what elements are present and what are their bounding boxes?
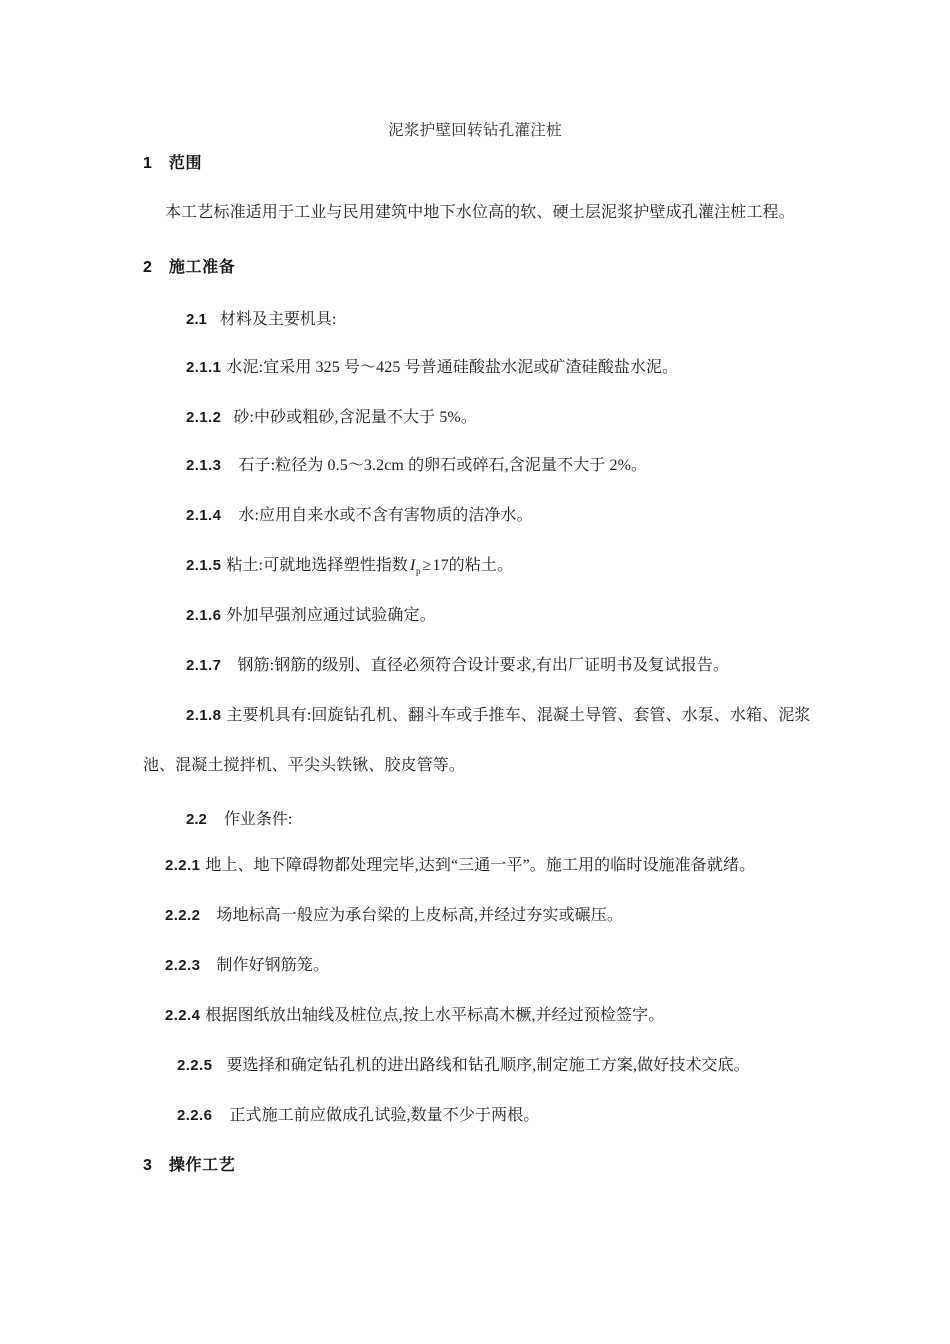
- variable-subscript: p: [415, 566, 421, 577]
- subsection-heading-2-1: [186, 306, 336, 329]
- item-2-1-7: [186, 652, 729, 675]
- section-title-3: 操作工艺: [168, 1157, 236, 1174]
- item-text-2-1-6: 外加早强剂应通过试验确定。: [226, 607, 436, 624]
- subsection-number-2-2: 2.2: [186, 811, 207, 828]
- page-title: 泥浆护壁回转钻孔灌注桩: [388, 122, 562, 139]
- item-text-2-2-5: 要选择和确定钻孔机的进出路线和钻孔顺序,制定施工方案,做好技术交底。: [226, 1057, 750, 1074]
- item-number-2-2-3: 2.2.3: [165, 957, 201, 974]
- item-number-2-1-3: 2.1.3: [186, 457, 222, 474]
- item-2-1-6: [186, 602, 436, 625]
- section-title-1: 范围: [168, 155, 203, 172]
- item-text-2-2-3: 制作好钢筋笼。: [216, 957, 330, 974]
- item-number-2-1-2: 2.1.2: [186, 409, 222, 426]
- item-text-2-2-1: 地上、地下障碍物都处理完毕,达到“三通一平”。施工用的临时设施准备就绪。: [205, 857, 756, 874]
- section-heading-1: [143, 150, 202, 173]
- item-2-1-3: [186, 452, 647, 475]
- item-2-1-5: [186, 552, 513, 576]
- item-text-2-1-5-suffix: 的粘土。: [448, 557, 514, 574]
- variable-letter: I: [410, 557, 416, 574]
- item-text-2-1-2: 砂:中砂或粗砂,含泥量不大于 5%。: [233, 409, 477, 426]
- item-number-2-1-4: 2.1.4: [186, 507, 222, 524]
- subsection-heading-2-2: [186, 806, 292, 829]
- item-number-2-2-2: 2.2.2: [165, 907, 201, 924]
- section-number-3: 3: [143, 1157, 152, 1174]
- subsection-title-2-2: 作业条件:: [223, 811, 293, 828]
- relation-value: 17: [432, 557, 449, 574]
- item-2-2-5: [177, 1052, 750, 1075]
- item-2-1-4: [186, 502, 533, 525]
- item-number-2-2-5: 2.2.5: [177, 1057, 213, 1074]
- item-text-2-1-1: 水泥:宜采用 325 号～425 号普通硅酸盐水泥或矿渣硅酸盐水泥。: [226, 359, 679, 376]
- section-number-2: 2: [143, 259, 152, 276]
- item-2-1-8-continuation: 池、混凝土搅拌机、平尖头铁锹、胶皮管等。: [143, 757, 466, 774]
- plasticity-index-symbol: [408, 557, 422, 577]
- item-2-2-6: [177, 1102, 539, 1125]
- item-text-2-1-4: 水:应用自来水或不含有害物质的洁净水。: [238, 507, 533, 524]
- item-2-2-1: [165, 852, 755, 875]
- item-number-2-1-1: 2.1.1: [186, 359, 222, 376]
- item-text-2-1-7: 钢筋:钢筋的级别、直径必须符合设计要求,有出厂证明书及复试报告。: [237, 657, 730, 674]
- item-2-2-2: [165, 902, 623, 925]
- section-heading-3: [143, 1152, 235, 1175]
- item-number-2-2-1: 2.2.1: [165, 857, 201, 874]
- item-2-1-8: [186, 702, 811, 725]
- item-number-2-1-6: 2.1.6: [186, 607, 222, 624]
- subsection-title-2-1: 材料及主要机具:: [219, 311, 337, 328]
- item-number-2-2-4: 2.2.4: [165, 1007, 201, 1024]
- item-text-2-2-6: 正式施工前应做成孔试验,数量不少于两根。: [229, 1107, 540, 1124]
- section-heading-2: [143, 254, 235, 277]
- item-text-2-2-2: 场地标高一般应为承台梁的上皮标高,并经过夯实或碾压。: [216, 907, 623, 924]
- item-number-2-1-7: 2.1.7: [186, 657, 222, 674]
- item-2-2-4: [165, 1002, 664, 1025]
- item-number-2-2-6: 2.2.6: [177, 1107, 213, 1124]
- item-text-2-2-4: 根据图纸放出轴线及桩位点,按上水平标高木橛,并经过预检签字。: [205, 1007, 665, 1024]
- item-2-2-3: [165, 952, 329, 975]
- item-text-2-1-8: 主要机具有:回旋钻孔机、翻斗车或手推车、混凝土导管、套管、水泵、水箱、泥浆: [226, 707, 811, 724]
- relation-operator: ≥: [422, 557, 432, 574]
- item-text-2-1-3: 石子:粒径为 0.5～3.2cm 的卵石或碎石,含泥量不大于 2%。: [238, 457, 648, 474]
- item-number-2-1-5: 2.1.5: [186, 557, 222, 574]
- item-text-2-1-5-prefix: 粘土:可就地选择塑性指数: [226, 557, 409, 574]
- section-title-2: 施工准备: [168, 259, 236, 276]
- subsection-number-2-1: 2.1: [186, 311, 207, 328]
- item-2-1-2: [186, 404, 477, 427]
- section-number-1: 1: [143, 155, 152, 172]
- scope-paragraph: 本工艺标准适用于工业与民用建筑中地下水位高的软、硬土层泥浆护壁成孔灌注桩工程。: [165, 204, 795, 221]
- item-number-2-1-8: 2.1.8: [186, 707, 222, 724]
- item-2-1-1: [186, 354, 678, 377]
